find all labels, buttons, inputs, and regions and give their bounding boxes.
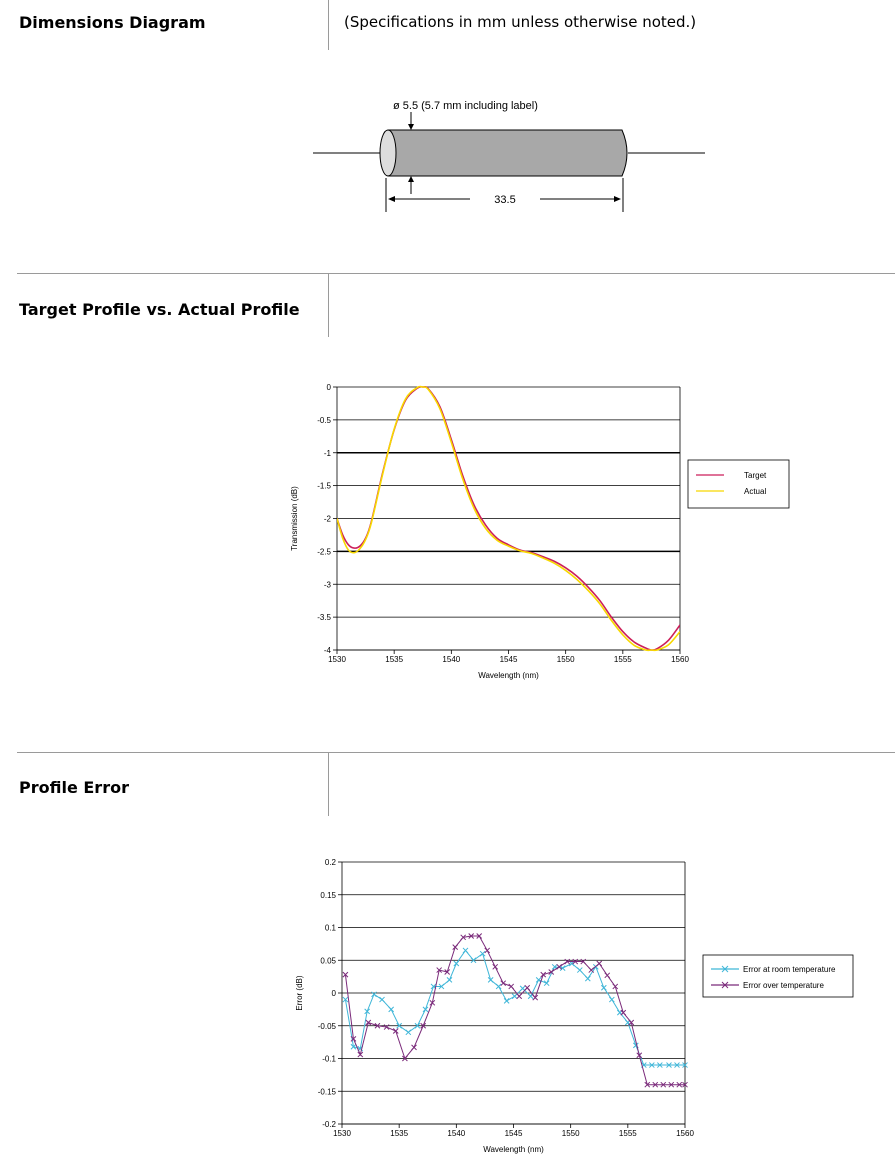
x-axis-label: Wavelength (nm) <box>478 671 539 680</box>
data-point-1 <box>525 985 530 990</box>
data-point-1 <box>509 984 514 989</box>
data-point-0 <box>577 968 582 973</box>
x-tick-label: 1530 <box>328 655 346 664</box>
series-line-1 <box>345 936 685 1085</box>
data-point-1 <box>597 961 602 966</box>
legend-box <box>703 955 853 997</box>
section-title-dimensions: Dimensions Diagram <box>19 13 206 32</box>
data-point-0 <box>512 994 517 999</box>
data-point-0 <box>447 977 452 982</box>
x-tick-label: 1540 <box>447 1129 466 1138</box>
y-tick-label: -4 <box>323 646 331 655</box>
x-tick-label: 1550 <box>561 1129 580 1138</box>
legend-label: Target <box>744 471 767 480</box>
x-tick-label: 1535 <box>385 655 404 664</box>
component-end-cap <box>380 130 396 176</box>
y-tick-label: 0.05 <box>320 956 336 966</box>
data-point-1 <box>517 994 522 999</box>
data-point-1 <box>485 948 490 953</box>
x-tick-label: 1560 <box>671 655 689 664</box>
data-point-0 <box>609 997 614 1002</box>
chart-legend <box>688 460 789 508</box>
data-point-0 <box>488 977 493 982</box>
y-tick-label: -3 <box>323 580 331 590</box>
y-tick-label: 0 <box>326 383 331 392</box>
data-point-0 <box>585 976 590 981</box>
y-tick-label: -2 <box>323 514 331 524</box>
x-tick-label: 1540 <box>442 655 461 664</box>
section-separator <box>17 752 895 753</box>
data-point-0 <box>454 961 459 966</box>
data-point-1 <box>493 964 498 969</box>
x-tick-label: 1555 <box>618 1129 637 1138</box>
length-arrowhead-left <box>388 196 395 202</box>
x-tick-label: 1545 <box>499 655 518 664</box>
data-point-0 <box>480 951 485 956</box>
y-tick-label: -0.05 <box>317 1021 336 1031</box>
section-divider-vertical <box>328 274 329 337</box>
x-tick-label: 1550 <box>556 655 575 664</box>
length-label: 33.5 <box>494 194 516 206</box>
y-tick-label: -1 <box>323 448 331 458</box>
data-point-0 <box>544 981 549 986</box>
y-tick-label: 0.15 <box>320 890 336 900</box>
x-tick-label: 1535 <box>390 1129 409 1138</box>
y-tick-label: -0.5 <box>317 415 331 425</box>
data-point-0 <box>496 984 501 989</box>
diameter-label: ø 5.5 (5.7 mm including label) <box>393 100 538 112</box>
length-arrowhead-right <box>614 196 621 202</box>
section-divider-vertical <box>328 0 329 50</box>
data-point-1 <box>541 972 546 977</box>
data-point-1 <box>453 945 458 950</box>
section-title-profile: Target Profile vs. Actual Profile <box>19 300 300 319</box>
y-axis-label: Transmission (dB) <box>290 486 299 551</box>
component-body <box>388 130 627 176</box>
dimensions-diagram <box>0 90 895 220</box>
data-point-0 <box>463 948 468 953</box>
section-separator <box>17 273 895 274</box>
y-tick-label: 0.1 <box>324 923 336 933</box>
section-divider-vertical <box>328 753 329 816</box>
data-point-1 <box>613 984 618 989</box>
data-point-0 <box>380 997 385 1002</box>
y-tick-label: -0.2 <box>322 1120 336 1129</box>
data-point-0 <box>372 992 377 997</box>
spec-note: (Specifications in mm unless otherwise noted.) <box>344 13 697 31</box>
section-title-error: Profile Error <box>19 778 129 797</box>
data-point-1 <box>533 995 538 1000</box>
data-point-1 <box>605 973 610 978</box>
error-chart <box>0 850 895 1170</box>
data-point-0 <box>389 1007 394 1012</box>
y-tick-label: -0.1 <box>322 1054 336 1064</box>
y-tick-label: 0 <box>331 989 336 998</box>
transmission-chart <box>0 370 895 700</box>
legend-label: Error at room temperature <box>743 965 836 974</box>
y-axis-label: Error (dB) <box>295 975 304 1011</box>
diameter-arrowhead-bottom <box>408 176 414 182</box>
data-point-1 <box>393 1028 398 1033</box>
y-tick-label: 0.2 <box>324 858 336 867</box>
x-tick-label: 1545 <box>504 1129 523 1138</box>
data-point-0 <box>423 1007 428 1012</box>
data-point-1 <box>621 1010 626 1015</box>
y-tick-label: -2.5 <box>317 547 331 557</box>
data-point-1 <box>412 1045 417 1050</box>
data-point-0 <box>601 985 606 990</box>
data-point-0 <box>406 1030 411 1035</box>
y-tick-label: -1.5 <box>317 481 331 491</box>
y-tick-label: -0.15 <box>317 1087 336 1097</box>
data-point-0 <box>504 998 509 1003</box>
x-tick-label: 1560 <box>676 1129 694 1138</box>
legend-label: Error over temperature <box>743 981 824 990</box>
legend-box <box>688 460 789 508</box>
chart-legend <box>703 955 853 997</box>
y-tick-label: -3.5 <box>317 613 331 623</box>
legend-label: Actual <box>744 487 767 496</box>
x-tick-label: 1555 <box>613 655 632 664</box>
x-axis-label: Wavelength (nm) <box>483 1145 544 1154</box>
diameter-arrowhead-top <box>408 124 414 130</box>
x-tick-label: 1530 <box>333 1129 351 1138</box>
data-point-1 <box>501 981 506 986</box>
